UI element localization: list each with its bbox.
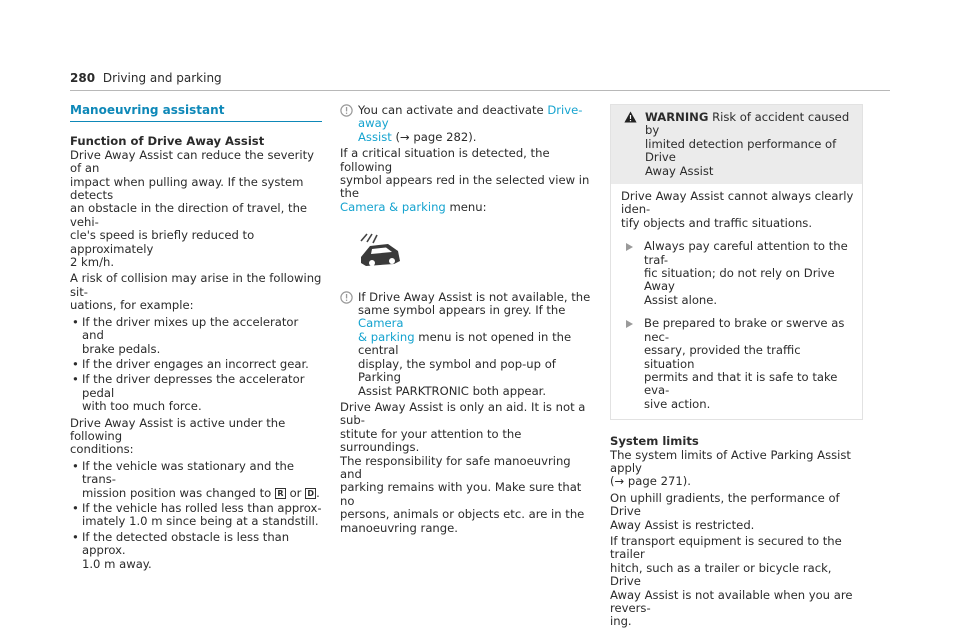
text-line: [340, 201, 593, 214]
list-item: [70, 358, 322, 371]
text-line: [358, 304, 593, 331]
drive-away-assist-link-cont[interactable]: Assist: [358, 129, 392, 144]
camera-parking-link[interactable]: Camera & parking: [340, 199, 446, 214]
collision-warning-icon: [358, 233, 403, 269]
list-item: [70, 460, 322, 500]
warning-box: [610, 104, 863, 420]
page-header: [70, 71, 222, 85]
text-line: • If the vehicle was stationary and the trans-: [82, 458, 295, 487]
text-fragment: You can activate and deactivate: [358, 103, 548, 117]
warning-label: WARNING: [645, 110, 709, 124]
list-item: [70, 531, 322, 571]
note-block: [340, 104, 593, 144]
warning-body: [611, 184, 862, 419]
limits-paragraph: [610, 492, 863, 532]
text-line: [82, 487, 322, 500]
subheading: Function of Drive Away Assist: [70, 134, 265, 149]
text-line: limited detection performance of Drive: [645, 136, 837, 165]
text-line: Assist alone.: [644, 292, 718, 307]
text-line: Assist PARKTRONIC both appear.: [358, 383, 547, 398]
text-fragment: .: [316, 485, 320, 500]
page-reference: (→ page 282).: [391, 129, 477, 144]
text-line: Away Assist is not available when you are revers-: [610, 587, 853, 615]
parking-link[interactable]: & parking: [358, 329, 415, 344]
header-rule: [70, 90, 890, 91]
text-line: Be prepared to brake or swerve as nec-: [644, 316, 845, 344]
gear-d-key: D: [305, 488, 316, 499]
text-line: stitute for your attention to the surroundings.: [340, 426, 522, 455]
text-line: Drive Away Assist cannot always clearly iden-: [621, 189, 854, 217]
text-line: Away Assist is restricted.: [610, 517, 755, 532]
critical-paragraph: [340, 147, 593, 214]
limits-paragraph: [610, 449, 863, 489]
text-line: • If the vehicle has rolled less than approx-: [82, 500, 322, 515]
text-line: brake pedals.: [82, 341, 161, 356]
text-line: [358, 104, 593, 131]
text-line: fic situation; do not rely on Drive Away: [644, 266, 835, 294]
text-fragment: menu is not opened in the central: [358, 329, 572, 358]
text-line: If transport equipment is secured to the trailer: [610, 533, 842, 562]
text-line: 2 km/h.: [70, 255, 115, 270]
text-line: Drive Away Assist can reduce the severity of an: [70, 147, 315, 176]
conditions-paragraph: [70, 417, 322, 457]
spacer: [610, 420, 863, 435]
text-line: [358, 331, 593, 358]
aid-paragraph: [340, 401, 593, 535]
text-line: with too much force.: [82, 399, 202, 414]
text-line: A risk of collision may arise in the following sit-: [70, 271, 322, 299]
intro-paragraph: [70, 149, 322, 270]
text-line: On uphill gradients, the performance of Drive: [610, 490, 840, 519]
list-item: [70, 373, 322, 413]
text-line: [358, 131, 593, 144]
camera-link[interactable]: Camera: [358, 316, 404, 331]
warning-icon: [624, 111, 637, 123]
text-line: permits and that it is safe to take eva-: [644, 369, 838, 398]
arrow-right-icon: [626, 320, 633, 328]
text-line: conditions:: [70, 442, 134, 457]
text-line: hitch, such as a trailer or bicycle rack, Drive: [610, 560, 832, 589]
arrow-right-icon: [626, 243, 633, 251]
text-fragment: mission position was changed to: [82, 485, 275, 500]
text-line: imately 1.0 m since being at a standstill.: [82, 514, 319, 529]
gear-r-key: R: [275, 488, 286, 499]
page-number: 280: [70, 71, 96, 85]
note-block: [340, 291, 593, 398]
page-reference: (→ page 271).: [610, 474, 691, 489]
subheading: System limits: [610, 434, 699, 449]
text-fragment: or: [285, 485, 306, 500]
text-line: 1.0 m away.: [82, 556, 152, 571]
text-line: symbol appears red in the selected view in the: [340, 173, 590, 201]
column-1: [70, 104, 322, 573]
text-line: parking remains with you. Make sure that no: [340, 480, 582, 508]
text-line: • If the driver depresses the accelerator pedal: [82, 372, 305, 400]
text-line: an obstacle in the direction of travel, the vehi-: [70, 201, 308, 229]
list-item: [621, 317, 854, 411]
text-line: The responsibility for safe manoeuvring and: [340, 453, 571, 481]
text-line: If Drive Away Assist is not available, the: [358, 289, 591, 304]
text-line: The system limits of Active Parking Assist apply: [610, 447, 851, 475]
text-line: Always pay careful attention to the traf-: [644, 239, 848, 267]
text-line: tify objects and traffic situations.: [621, 215, 813, 230]
text-line: essary, provided the traffic situation: [644, 343, 801, 371]
text-line: [645, 111, 854, 138]
text-line: Away Assist: [645, 163, 714, 178]
text-line: persons, animals or objects etc. are in the: [340, 507, 585, 522]
list-item: [621, 240, 854, 307]
text-line: impact when pulling away. If the system detects: [70, 174, 304, 203]
text-line: Drive Away Assist is active under the following: [70, 415, 286, 443]
column-3: [610, 104, 863, 632]
info-icon: [340, 104, 353, 117]
text-line: • If the detected obstacle is less than approx.: [82, 529, 290, 558]
info-icon: [340, 291, 353, 304]
text-fragment: same symbol appears in grey. If the: [358, 303, 566, 318]
drive-away-assist-link[interactable]: Drive-away: [358, 103, 583, 131]
text-line: Drive Away Assist is only an aid. It is not a sub-: [340, 399, 586, 428]
section-heading: Manoeuvring assistant: [70, 104, 322, 122]
text-line: cle's speed is briefly reduced to approximately: [70, 228, 255, 256]
risk-paragraph: [70, 272, 322, 312]
text-line: • If the driver engages an incorrect gear.: [82, 356, 309, 371]
text-line: If a critical situation is detected, the following: [340, 146, 550, 174]
text-line: sive action.: [644, 396, 711, 411]
text-line: ing.: [610, 614, 632, 629]
text-fragment: Risk of accident caused by: [645, 110, 850, 138]
limits-paragraph: [610, 535, 863, 629]
column-2: [340, 104, 593, 538]
text-line: display, the symbol and pop-up of Parking: [358, 356, 556, 385]
text-line: • If the driver mixes up the accelerator and: [82, 314, 299, 343]
text-line: uations, for example:: [70, 298, 194, 313]
list-item: [70, 502, 322, 529]
text-fragment: menu:: [445, 199, 487, 214]
list-item: [70, 316, 322, 356]
text-line: manoeuvring range.: [340, 520, 458, 535]
warning-header: [611, 105, 862, 184]
section-title: Driving and parking: [102, 71, 222, 85]
